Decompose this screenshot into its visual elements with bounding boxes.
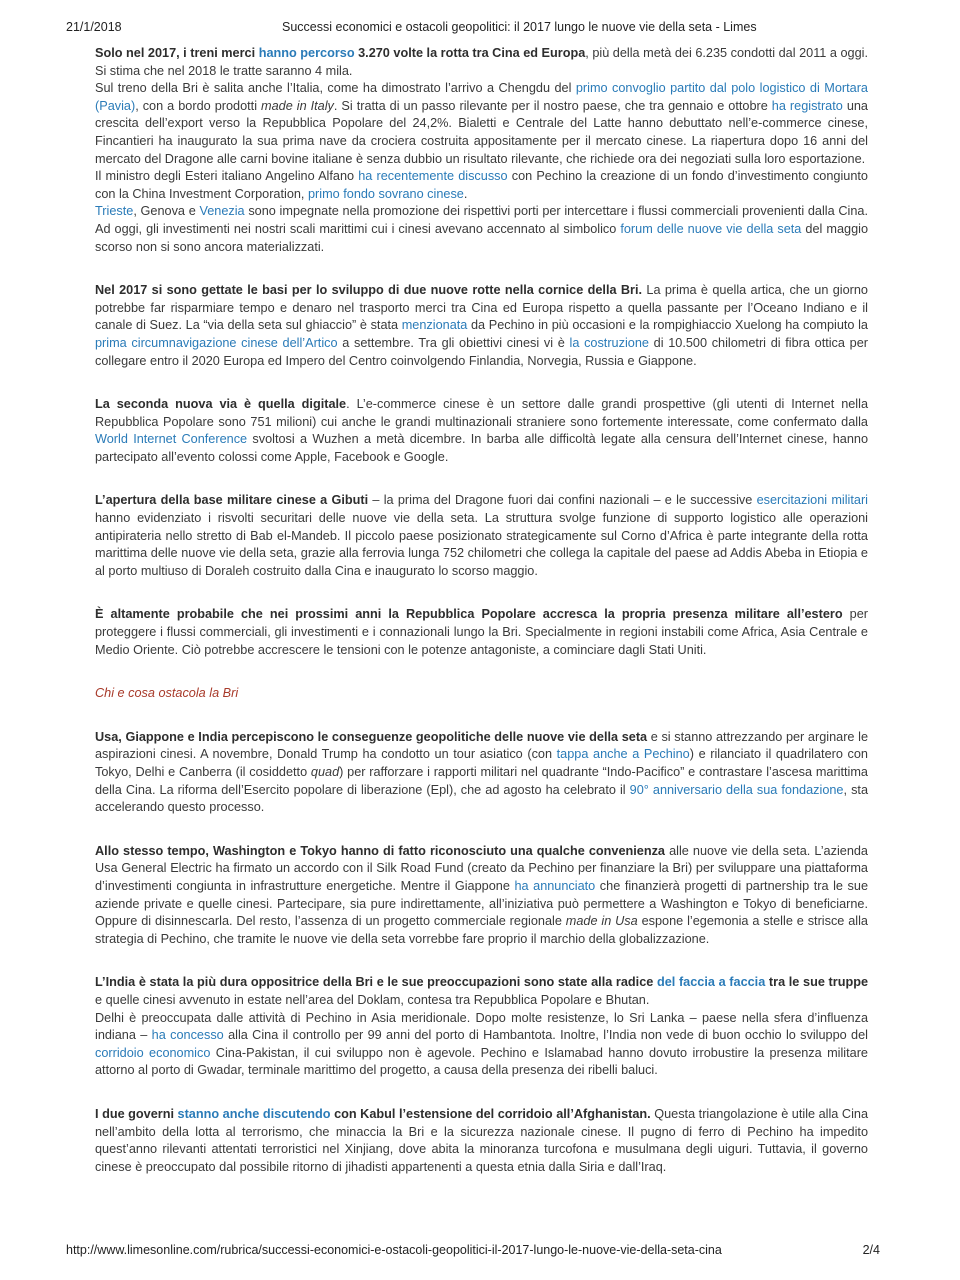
link-tappa-pechino[interactable]: tappa anche a Pechino — [556, 747, 690, 762]
link-hanno-percorso[interactable]: hanno percorso — [258, 46, 355, 60]
section-subheading: Chi e cosa ostacola la Bri — [95, 686, 239, 701]
link-forum[interactable]: forum delle nuove vie della seta — [620, 221, 802, 236]
paragraph-india: L’India è stata la più dura oppositrice della Bri e le sue preoccupazioni sono state alla radice del faccia a faccia tra le sue truppe e quelle cinesi avvenuto in estate nell’area del Doklam, contesa tra Repubblica Popolare e Bhutan. — [95, 975, 868, 1007]
print-date: 21/1/2018 — [66, 20, 122, 34]
paragraph-delhi: Delhi è preoccupata dalle attività di Pechino in Asia meridionale. Dopo molte resistenze, lo Sri Lanka – paese nella sfera d’influenza indiana – ha concesso alla Cina il controllo per 99 anni del porto di Hambantota. Inoltre, l’India non vede di buon occhio lo sviluppo del corridoio economico Cina-Pakistan, il cui sviluppo non è agevole. Pechino e Islamabad hanno dovuto irrobustire la presenza militare attorno al porto di Gwadar, terminale marittimo del progetto, a causa della presenza dei ribelli baluci. — [95, 1010, 868, 1078]
paragraph-usa-japan-india: Usa, Giappone e India percepiscono le conseguenze geopolitiche delle nuove vie della seta e si stanno attrezzando per arginare le aspirazioni cinesi. A novembre, Donald Trump ha condotto un tour asiatico (con tappa anche a Pechino) e rilanciato il quadrilatero con Tokyo, Delhi e Canberra (il cosiddetto quad) per rafforzare i rapporti militari nel quadrante “Indo-Pacifico” e contrastare l’ascesa marittima della Cina. La riforma dell’Esercito popolare di liberazione (Epl), che ad agosto ha celebrato il 90° anniversario della sua fondazione, sta accelerando questo processo. — [95, 729, 868, 815]
link-anniversario[interactable]: 90° anniversario della sua fondazione — [629, 782, 844, 797]
article-body — [95, 45, 868, 1176]
paragraph-afghanistan: I due governi stanno anche discutendo con Kabul l’estensione del corridoio all’Afghanistan. Questa triangolazione è utile alla Cina nell’ambito della lotta al terrorismo, che minaccia la Bri e la sicurezza nazionale cinese. Il pugno di ferro di Pechino ha impedito quest’anno rilevanti attentati terroristici nel Xinjiang, dove abita la minoranza turcofona e musulmana degli uiguri. Tuttavia, il governo cinese è preoccupato dal possibile ritorno di jihadisti appartenenti a questa etnia dalla Siria e dall’Iraq. — [95, 1106, 869, 1174]
link-costruzione[interactable]: la costruzione — [569, 335, 649, 350]
link-world-internet-conference[interactable]: World Internet Conference — [95, 432, 248, 447]
link-venezia[interactable]: Venezia — [199, 204, 245, 219]
link-recentemente-discusso[interactable]: ha recentemente discusso — [358, 169, 508, 184]
print-title: Successi economici e ostacoli geopolitici: il 2017 lungo le nuove vie della seta - Limes — [282, 20, 757, 34]
link-ha-annunciato[interactable]: ha annunciato — [514, 878, 596, 893]
link-fondo-sovrano[interactable]: primo fondo sovrano cinese — [307, 186, 464, 201]
link-esercitazioni[interactable]: esercitazioni militari — [756, 493, 869, 508]
link-trieste[interactable]: Trieste — [95, 204, 134, 219]
link-corridoio-economico[interactable]: corridoio economico — [95, 1045, 211, 1060]
link-mortara[interactable]: primo convoglio partito dal polo logistico di Mortara (Pavia) — [95, 81, 868, 113]
paragraph-alfano: Il ministro degli Esteri italiano Angelino Alfano ha recentemente discusso con Pechino la creazione di un fondo d’investimento congiunto con la China Investment Corporation, primo fondo sovrano cinese. — [95, 169, 868, 201]
link-menzionata[interactable]: menzionata — [401, 318, 468, 333]
paragraph-washington-tokyo: Allo stesso tempo, Washington e Tokyo hanno di fatto riconosciuto una qualche convenienza alle nuove vie della seta. L’azienda Usa General Electric ha firmato un accordo con il Silk Road Fund (creato da Pechino per finanziare la Bri) per sviluppare una piattaforma d’investimenti congiunta in infrastrutture energetiche. Mentre il Giappone ha annunciato che finanzierà progetti di partnership tra le sue aziende private e quelle cinesi. Partecipare, sia pure indirettamente, all’iniziativa può permettere a Washington e Tokyo di beneficiarne. Oppure di disinnescarla. Del resto, l’assenza di un progetto commerciale regionale made in Usa espone l’egemonia a stelle e strisce alla strategia di Pechino, che tramite le nuove vie della seta vorrebbe fare proprio il marchio della globalizzazione. — [95, 843, 869, 946]
paragraph-military: È altamente probabile che nei prossimi anni la Repubblica Popolare accresca la propria presenza militare all’estero per proteggere i flussi commerciali, gli investimenti e i connazionali lungo la Bri. Specialmente in regioni instabili come Africa, Asia Centrale e Medio Oriente. Ciò potrebbe accrescere le tensioni con le potenze antagoniste, a cominciare dagli Stati Uniti. — [95, 607, 868, 657]
link-ha-registrato[interactable]: ha registrato — [771, 98, 843, 113]
bold-text: Solo nel 2017, i treni merci — [95, 46, 259, 60]
link-circumnavigazione[interactable]: prima circumnavigazione cinese dell’Artico — [95, 335, 338, 350]
page-number: 2/4 — [862, 1243, 880, 1257]
print-header — [66, 20, 880, 36]
page-url: http://www.limesonline.com/rubrica/successi-economici-e-ostacoli-geopolitici-il-2017-lungo-le-nuove-vie-della-seta-cina — [66, 1243, 722, 1257]
link-faccia-a-faccia[interactable]: del faccia a faccia — [656, 975, 766, 990]
link-ha-concesso[interactable]: ha concesso — [151, 1028, 224, 1043]
paragraph-arctic: Nel 2017 si sono gettate le basi per lo sviluppo di due nuove rotte nella cornice della Bri. La prima è quella artica, che un giorno potrebbe far risparmiare tempo e denaro nel trasporto merci tra Cina ed Europa rispetto a quella passante per l’Oceano Indiano e il canale di Suez. La “via della seta sul ghiaccio” è stata menzionata da Pechino in più occasioni e la rompighiaccio Xuelong ha compiuto la prima circumnavigazione cinese dell’Artico a settembre. Tra gli obiettivi cinesi vi è la costruzione di 10.500 chilometri di fibra ottica per collegare entro il 2020 Europa ed Impero del Centro coinvolgendo Finlandia, Norvegia, Russia e Giappone. — [95, 283, 868, 368]
paragraph-italy: Sul treno della Bri è salita anche l’Italia, come ha dimostrato l’arrivo a Chengdu del primo convoglio partito dal polo logistico di Mortara (Pavia), con a bordo prodotti made in Italy. Si tratta di un passo rilevante per il nostro paese, che tra gennaio e ottobre ha registrato una crescita dell’export verso la Repubblica Popolare del 24,2%. Bialetti e Centrale del Latte hanno debuttato nell’e-commerce cinese, Fincantieri ha inaugurato la sua prima nave da crociera costruita appositamente per il mercato cinese. La riapertura dopo 16 anni del mercato del Dragone alle carni bovine italiane è senza dubbio un risultato rilevante, che richiede ora dei negoziati sulla loro esportazione. — [95, 81, 868, 166]
paragraph-trains: Solo nel 2017, i treni merci hanno percorso 3.270 volte la rotta tra Cina ed Europa, più della metà dei 6.235 condotti dal 2011 a oggi. Si stima che nel 2018 le tratte saranno 4 mila. — [95, 46, 869, 78]
paragraph-digital: La seconda nuova via è quella digitale. L’e-commerce cinese è un settore dalle grandi prospettive (gli utenti di Internet nella Repubblica Popolare sono 751 milioni) cui anche le grandi multinazionali straniere sono fortemente interessate, come confermato dalla World Internet Conference svoltosi a Wuzhen a metà dicembre. In barba alle difficoltà legate alla censura dell’Internet cinese, hanno partecipato all’evento colossi come Apple, Facebook e Google. — [95, 397, 869, 464]
paragraph-gibuti: L’apertura della base militare cinese a Gibuti – la prima del Dragone fuori dai confini nazionali – e le successive esercitazioni militari hanno evidenziato i risvolti securitari delle nuove vie della seta. La struttura svolge funzione di supporto logistico alle operazioni antipirateria nello stretto di Bab el-Mandeb. Il piccolo paese posizionato strategicamente sul Corno d’Africa è parte integrante della rotta marittima delle nuove vie della seta, grazie alla ferrovia lunga 752 chilometri che collega la capitale del paese ad Addis Abeba in Etiopia e al porto multiuso di Doraleh costruito dalla Cina e inaugurato lo scorso maggio. — [95, 493, 869, 578]
link-stanno-discutendo[interactable]: stanno anche discutendo — [177, 1106, 331, 1121]
paragraph-ports: Trieste, Genova e Venezia sono impegnate nella promozione dei rispettivi porti per intercettare i flussi commerciali provenienti dalla Cina. Ad oggi, gli investimenti nei nostri scali marittimi cui i cinesi avevano accennato al simbolico forum delle nuove vie della seta del maggio scorso non si sono ancora materializzati. — [95, 204, 869, 254]
bold-text: 3.270 volte la rotta tra Cina ed Europa — [354, 46, 586, 60]
